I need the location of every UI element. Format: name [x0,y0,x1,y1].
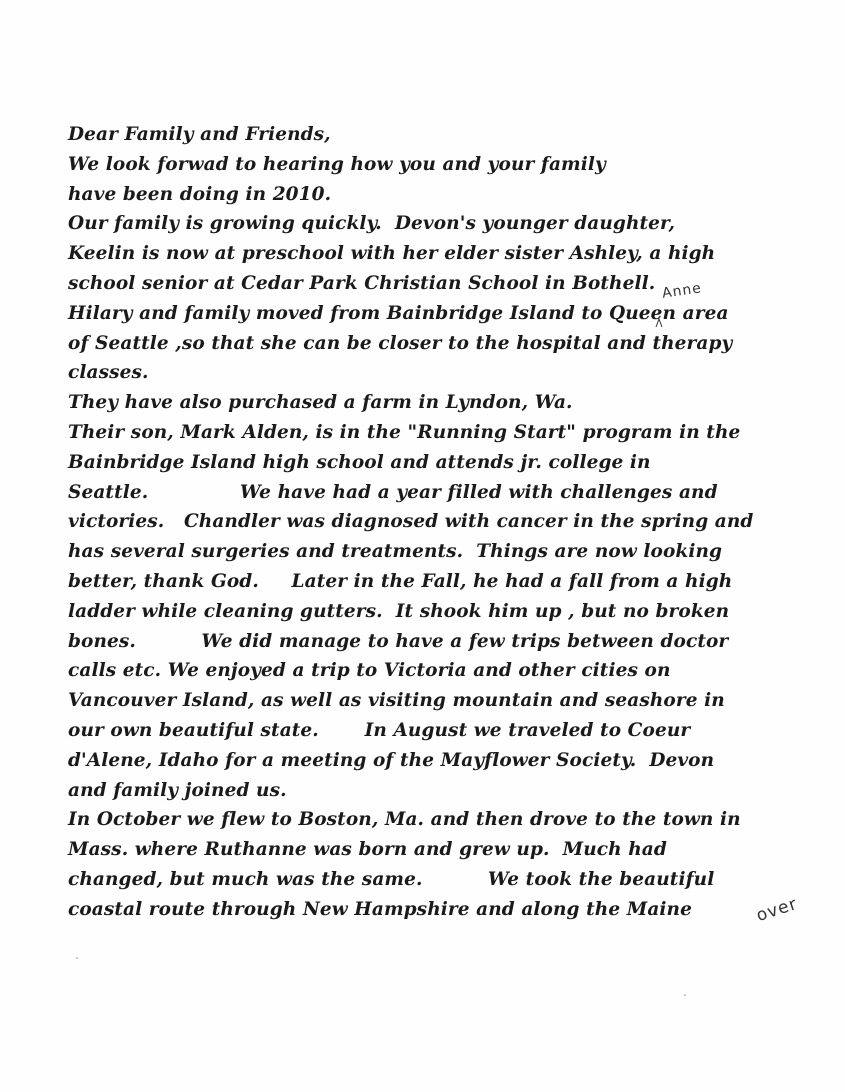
letter-line: d'Alene, Idaho for a meeting of the Mayflower Society. Devon [68,749,715,771]
handwritten-over-note: over [753,894,800,926]
paper-speck [684,994,686,996]
letter-line: Keelin is now at preschool with her elder sister Ashley, a high [68,243,716,265]
letter-line: changed, but much was the same. We took the beautiful [68,868,715,890]
insertion-caret-icon [655,318,663,328]
letter-line: Dear Family and Friends, [68,124,331,145]
letter-line: Mass. where Ruthanne was born and grew up. Much had [68,839,667,861]
letter-line: of Seattle ,so that she can be closer to the hospital and therapy [68,332,733,354]
letter-line: victories. Chandler was diagnosed with cancer in the spring and [68,511,754,533]
letter-line: and family joined us. [68,779,287,801]
letter-line: Hilary and family moved from Bainbridge Island to Queen area [68,302,729,324]
letter-line: better, thank God. Later in the Fall, he had a fall from a high [68,570,733,592]
letter-line: our own beautiful state. In August we traveled to Coeur [68,719,691,741]
letter-line: has several surgeries and treatments. Things are now looking [68,541,723,563]
letter-line: Seattle. We have had a year filled with challenges and [68,481,718,503]
letter-body [68,120,768,925]
letter-line: classes. [68,362,149,384]
letter-line: school senior at Cedar Park Christian School in Bothell. [68,272,656,294]
letter-line: calls etc. We enjoyed a trip to Victoria and other cities on [68,660,671,682]
letter-line: ladder while cleaning gutters. It shook him up , but no broken [68,600,730,622]
letter-line: Their son, Mark Alden, is in the "Running Start" program in the [68,421,741,443]
letter-line: Our family is growing quickly. Devon's younger daughter, [68,213,676,235]
letter-line: They have also purchased a farm in Lyndon, Wa. [68,392,573,414]
letter-line: Bainbridge Island high school and attends jr. college in [68,451,651,473]
letter-line: In October we flew to Boston, Ma. and then drove to the town in [68,809,741,831]
paper-speck [76,957,78,959]
letter-line: bones. We did manage to have a few trips between doctor [68,630,729,652]
letter-line: Vancouver Island, as well as visiting mountain and seashore in [68,690,725,712]
letter-line: We look forwad to hearing how you and your family [68,153,606,175]
letter-line: have been doing in 2010. [68,183,332,205]
letter-line: coastal route through New Hampshire and along the Maine [68,898,692,920]
handwritten-insert-note: Anne [661,280,703,302]
